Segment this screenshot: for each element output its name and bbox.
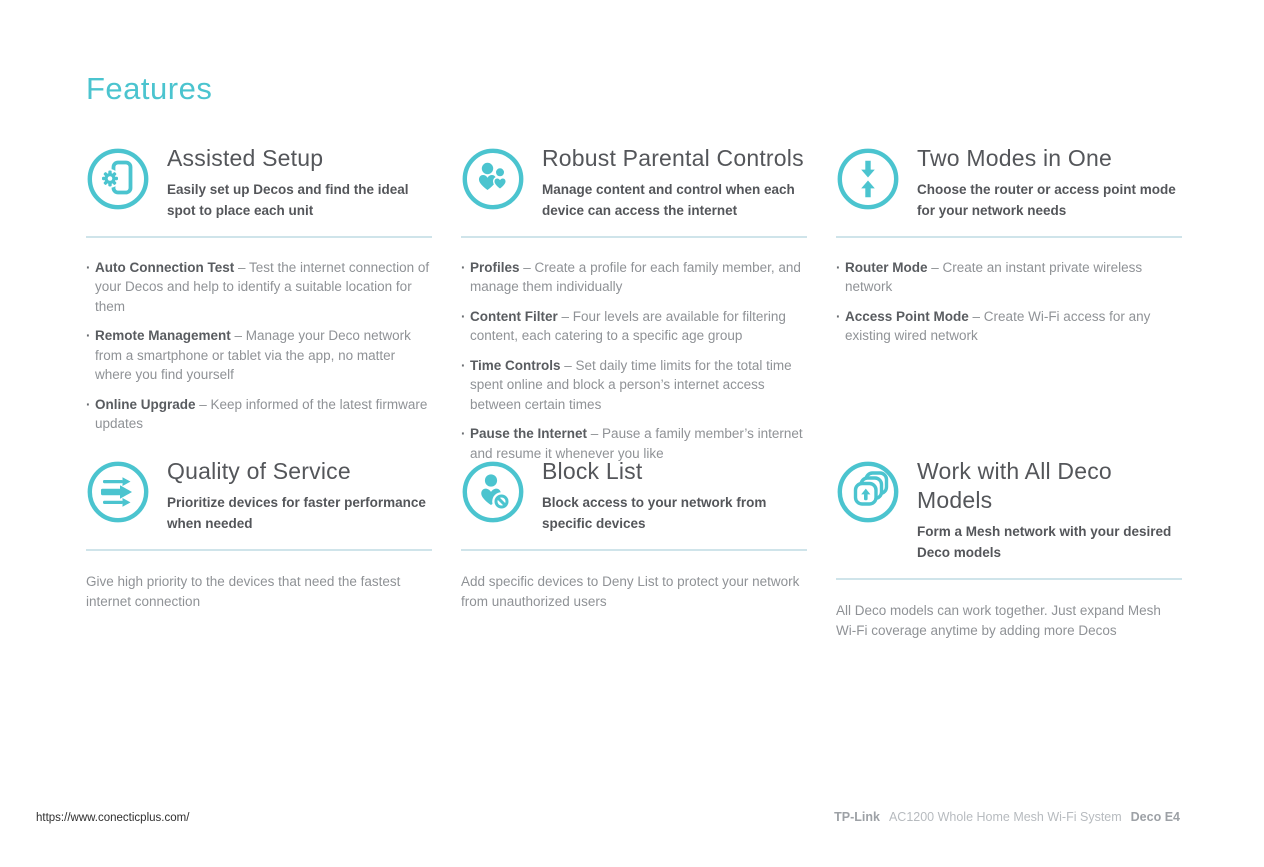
feature-title: Assisted Setup xyxy=(167,145,324,172)
feature-title: Block List xyxy=(542,458,643,485)
feature-bullet xyxy=(470,258,807,297)
page-footer xyxy=(36,810,1180,824)
feature-bullet xyxy=(95,258,432,316)
feature-title: Quality of Service xyxy=(167,458,351,485)
feature-bullet xyxy=(845,258,1182,297)
family-icon xyxy=(461,147,525,211)
feature-two-modes xyxy=(836,144,1182,457)
feature-subtitle: Block access to your network from specific devices xyxy=(542,494,767,532)
feature-bullet-list xyxy=(836,258,1182,346)
bullet-text: – Test the internet connection of your Decos and help to identify a suitable location for them xyxy=(95,260,430,314)
feature-subtitle: Choose the router or access point mode for your network needs xyxy=(917,181,1176,219)
bullet-label: Remote Management xyxy=(95,328,235,344)
bullet-label: Auto Connection Test xyxy=(95,260,238,276)
bullet-label: Access Point Mode xyxy=(845,308,973,324)
feature-paragraph: Give high priority to the devices that need the fastest internet connection xyxy=(86,574,401,610)
feature-bullet xyxy=(845,307,1182,346)
feature-subtitle: Form a Mesh network with your desired Deco models xyxy=(917,523,1172,561)
feature-assisted-setup xyxy=(86,144,432,457)
bullet-label: Profiles xyxy=(470,260,524,276)
two-arrows-icon xyxy=(836,147,900,211)
feature-bullet-list xyxy=(86,258,432,434)
feature-header xyxy=(86,457,432,535)
bullet-label: Time Controls xyxy=(470,357,565,373)
feature-bullet xyxy=(95,395,432,434)
divider xyxy=(86,236,432,238)
bullet-text: – Manage your Deco network from a smartphone or tablet via the app, no matter where you find yourself xyxy=(95,328,411,383)
product-line xyxy=(834,810,1180,824)
feature-header xyxy=(836,457,1182,564)
priority-arrows-icon xyxy=(86,460,150,524)
model-name: Deco E4 xyxy=(1130,810,1180,824)
feature-header xyxy=(461,144,807,222)
feature-subtitle: Easily set up Decos and find the ideal spot to place each unit xyxy=(167,181,409,219)
bullet-label: Content Filter xyxy=(470,308,562,324)
feature-header xyxy=(836,144,1182,222)
divider xyxy=(86,549,432,551)
feature-subtitle: Prioritize devices for faster performance when needed xyxy=(167,494,426,532)
person-block-icon xyxy=(461,460,525,524)
product-name: AC1200 Whole Home Mesh Wi-Fi System xyxy=(888,810,1122,824)
feature-bullet-list xyxy=(461,258,807,463)
feature-header xyxy=(86,144,432,222)
feature-block-list xyxy=(461,457,807,655)
feature-quality-of-service xyxy=(86,457,432,655)
feature-title: Two Modes in One xyxy=(917,145,1112,172)
bullet-text: – Create Wi-Fi access for any existing wired network xyxy=(845,308,1151,344)
bullet-text: – Four levels are available for filtering content, each catering to a specific age group xyxy=(470,308,786,344)
feature-bullet xyxy=(470,307,807,346)
feature-bullet xyxy=(95,326,432,384)
feature-all-deco-models xyxy=(836,457,1182,655)
divider xyxy=(836,578,1182,580)
feature-title: Work with All Deco Models xyxy=(917,458,1112,513)
bullet-label: Online Upgrade xyxy=(95,396,200,412)
bullet-text: – Set daily time limits for the total time spent online and block a person’s internet access between certain times xyxy=(470,357,792,412)
bullet-text: – Create a profile for each family member, and manage them individually xyxy=(470,260,801,295)
feature-header xyxy=(461,457,807,535)
bullet-label: Pause the Internet xyxy=(470,426,591,442)
bullet-text: – Create an instant private wireless network xyxy=(845,260,1143,295)
page-title: Features xyxy=(86,71,213,106)
bullet-label: Router Mode xyxy=(845,260,932,276)
divider xyxy=(461,549,807,551)
feature-bullet xyxy=(470,356,807,414)
bullet-text: – Pause a family member’s internet and resume it whenever you like xyxy=(470,426,803,461)
divider xyxy=(836,236,1182,238)
feature-parental-controls xyxy=(461,144,807,461)
feature-paragraph: All Deco models can work together. Just expand Mesh Wi-Fi coverage anytime by adding more Decos xyxy=(836,602,1161,639)
phone-gear-icon xyxy=(86,147,150,211)
stacked-decos-icon xyxy=(836,460,900,524)
feature-title: Robust Parental Controls xyxy=(542,145,804,172)
feature-subtitle: Manage content and control when each device can access the internet xyxy=(542,181,795,219)
brand-name: TP-Link xyxy=(834,810,880,824)
divider xyxy=(461,236,807,238)
source-url[interactable]: https://www.conecticplus.com/ xyxy=(36,812,190,824)
bullet-text: – Keep informed of the latest firmware updates xyxy=(95,396,428,432)
feature-paragraph: Add specific devices to Deny List to protect your network from unauthorized users xyxy=(461,574,800,610)
features-grid xyxy=(86,144,1264,655)
